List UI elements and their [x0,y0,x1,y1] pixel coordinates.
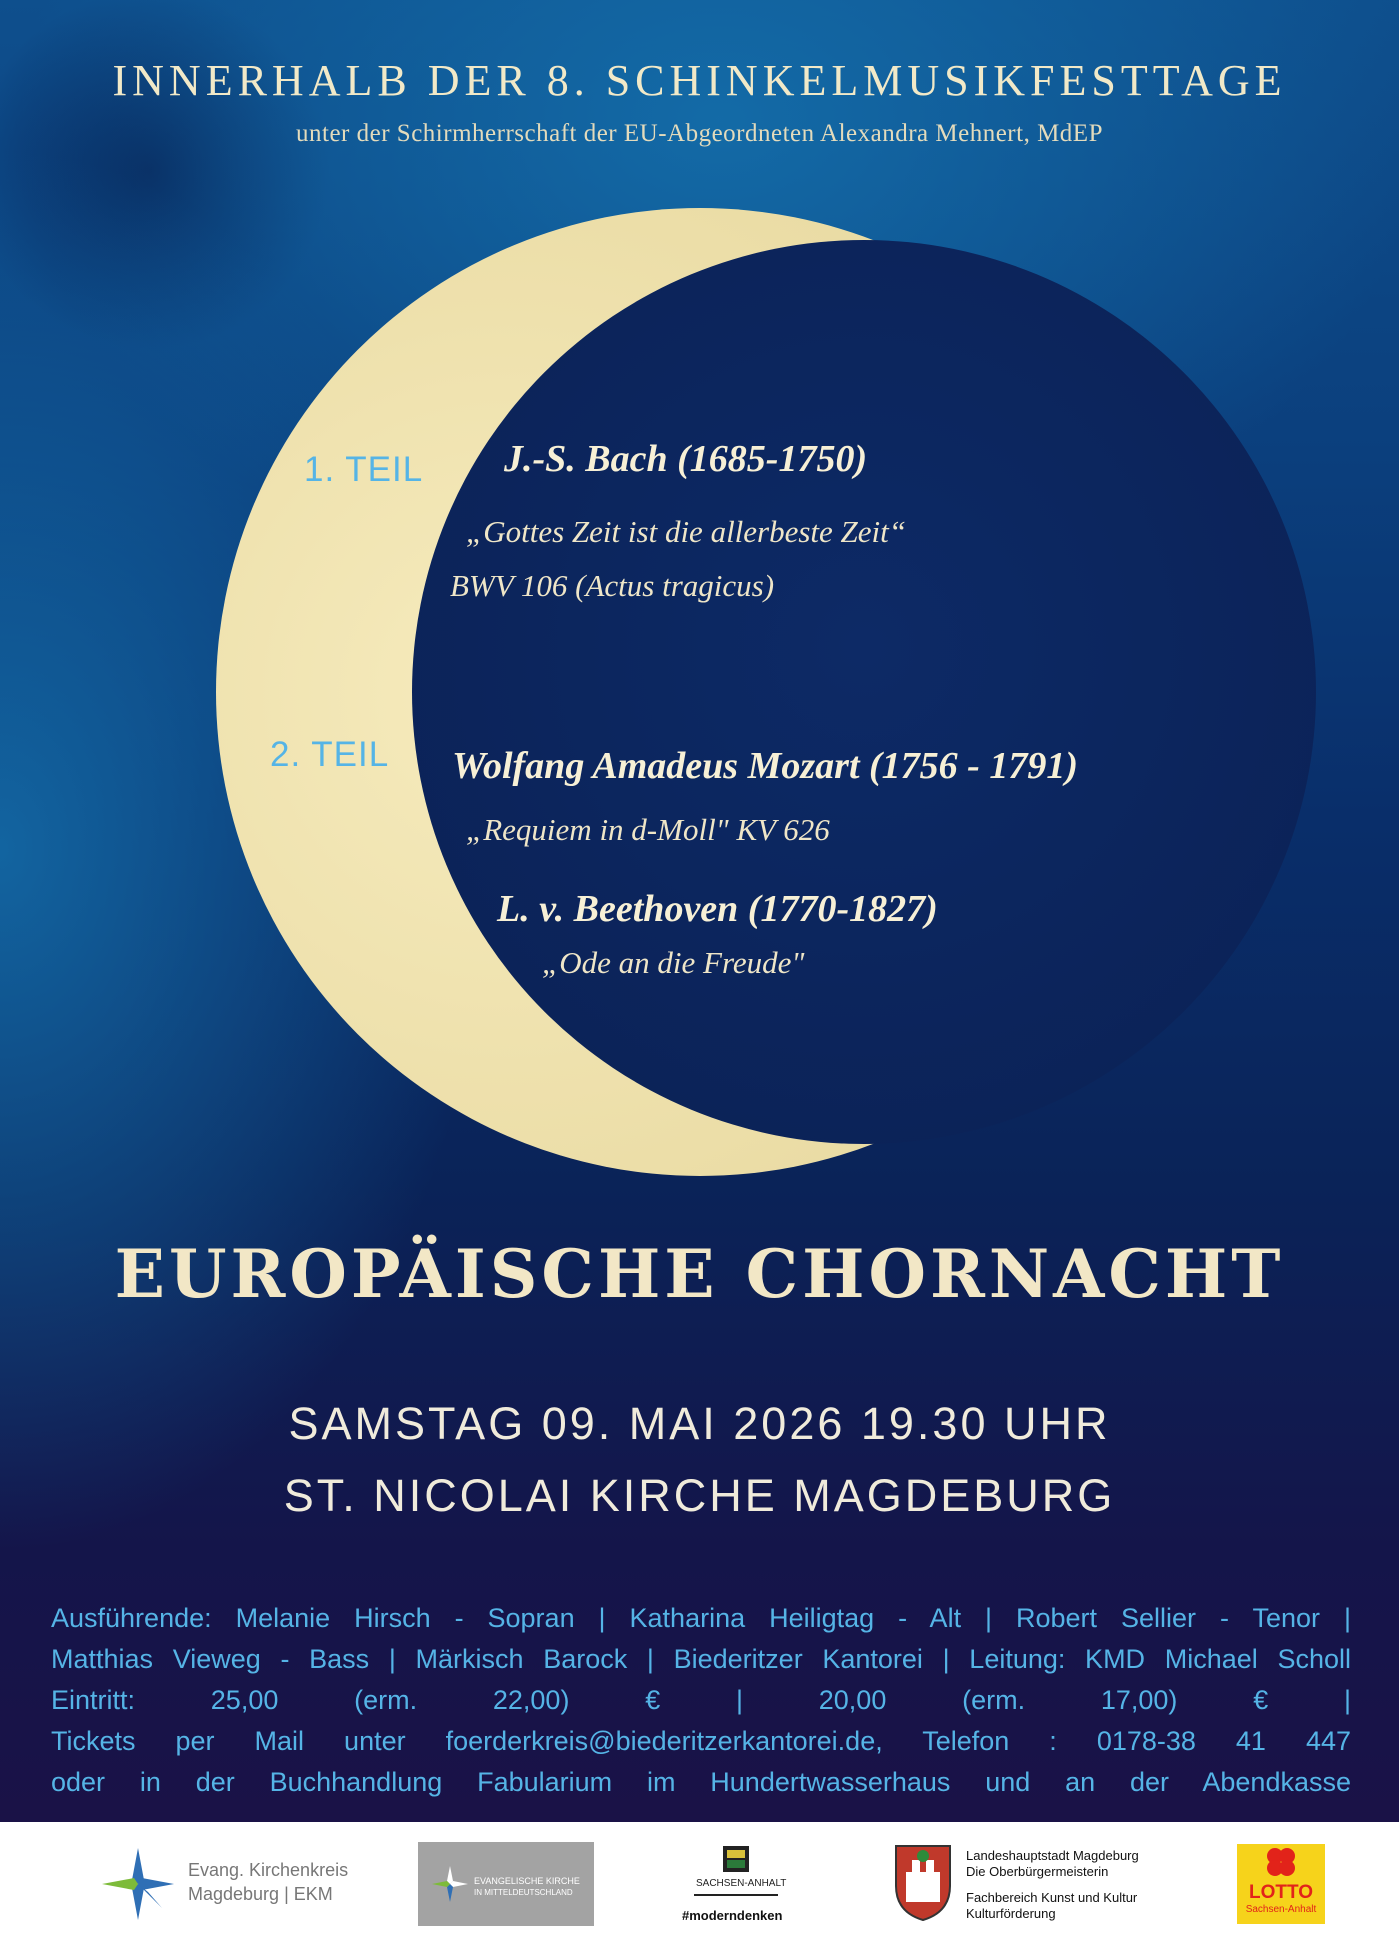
kirchenkreis-name: Evang. Kirchenkreis [188,1860,349,1880]
sponsor-logo-strip [0,1822,1399,1941]
magdeburg-department: Fachbereich Kunst und Kultur [966,1890,1138,1905]
lotto-region: Sachsen-Anhalt [1245,1904,1317,1915]
ekm-cross-icon [430,1864,470,1904]
event-venue: ST. NICOLAI KIRCHE MAGDEBURG [283,1470,1116,1521]
sachsen-anhalt-name: SACHSEN-ANHALT [696,1878,787,1889]
info-line-tickets: Tickets per Mail unter foerderkreis@biederitzerkantorei.de, Telefon : 0178-38 41 447 [51,1726,1351,1756]
kirchenkreis-cross-icon [100,1846,176,1922]
event-title: EUROPÄISCHE CHORNACHT [114,1235,1285,1313]
sachsen-anhalt-divider [694,1894,778,1896]
festival-heading: INNERHALB DER 8. SCHINKELMUSIKFESTTAGE [112,56,1287,105]
lotto-name: LOTTO [1248,1882,1314,1903]
part-2-work-ode: „Ode an die Freude" [542,945,805,980]
magdeburg-funding: Kulturförderung [966,1906,1056,1921]
ekm-logo [418,1842,594,1926]
part-2-composer-mozart: Wolfang Amadeus Mozart (1756 - 1791) [452,745,1078,787]
magdeburg-coat-of-arms-icon [892,1842,954,1922]
hashtag-moderndenken: #moderndenken [682,1908,783,1923]
patronage-subtitle: unter der Schirmherrschaft der EU-Abgeordneten Alexandra Mehnert, MdEP [296,120,1103,147]
part-2-work-requiem: „Requiem in d-Moll" KV 626 [466,812,830,847]
part-1-label: 1. TEIL [304,450,424,489]
magdeburg-mayor: Die Oberbürgermeisterin [966,1864,1109,1879]
moon-shadow [412,240,1316,1144]
info-line-sales-points: oder in der Buchhandlung Fabularium im Hundertwasserhaus und an der Abendkasse [51,1767,1351,1797]
event-date: SAMSTAG 09. MAI 2026 19.30 UHR [288,1398,1111,1449]
part-2-composer-beethoven: L. v. Beethoven (1770-1827) [497,888,938,930]
ekm-region: IN MITTELDEUTSCHLAND [474,1888,573,1897]
part-2-label: 2. TEIL [270,735,390,774]
kirchenkreis-city: Magdeburg | EKM [188,1884,333,1904]
part-1-composer: J.-S. Bach (1685-1750) [504,438,868,480]
magdeburg-city-name: Landeshauptstadt Magdeburg [966,1848,1139,1863]
info-line-admission: Eintritt: 25,00 (erm. 22,00) € | 20,00 (erm. 17,00) € | [51,1685,1351,1715]
lotto-cloverleaf-icon [1261,1846,1301,1880]
part-1-work-title: „Gottes Zeit ist die allerbeste Zeit“ [466,514,907,549]
sachsen-anhalt-logo [676,1842,796,1932]
kirchenkreis-logo [100,1846,350,1922]
part-1-work-catalog: BWV 106 (Actus tragicus) [450,568,775,603]
magdeburg-logo [892,1842,1182,1928]
info-line-performers: Ausführende: Melanie Hirsch - Sopran | Katharina Heiligtag - Alt | Robert Sellier - Tenor | [51,1603,1351,1633]
sachsen-anhalt-crest-icon [721,1844,751,1874]
ekm-name: EVANGELISCHE KIRCHE [474,1876,580,1886]
info-line-performers-2: Matthias Vieweg - Bass | Märkisch Barock | Biederitzer Kantorei | Leitung: KMD Michael Scholl [51,1644,1351,1674]
lotto-logo [1237,1844,1325,1924]
